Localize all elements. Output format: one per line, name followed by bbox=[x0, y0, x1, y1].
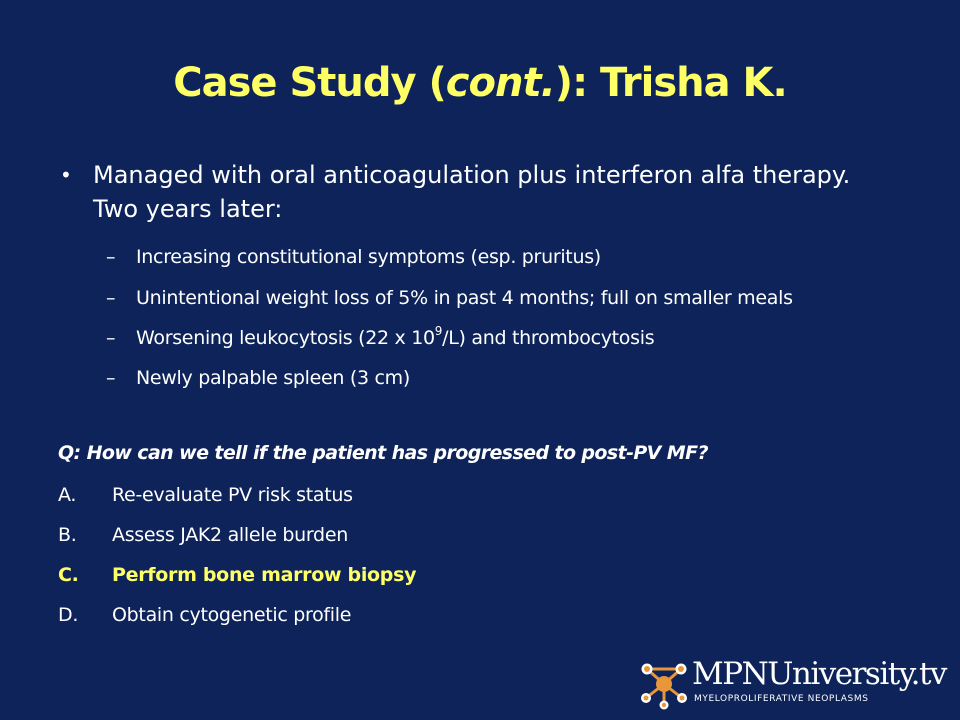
answer-text: Perform bone marrow biopsy bbox=[112, 564, 417, 586]
title-italic: cont. bbox=[445, 60, 555, 106]
title-prefix: Case Study ( bbox=[173, 60, 446, 106]
title-suffix: ): Trisha K. bbox=[554, 60, 787, 106]
sub-bullet-text-after: /L) and thrombocytosis bbox=[442, 327, 655, 349]
logo-wordmark: MPNUniversity.tv bbox=[692, 656, 946, 692]
logo-tagline: MYELOPROLIFERATIVE NEOPLASMS bbox=[694, 694, 869, 704]
question-text: Q: How can we tell if the patient has progressed to post-PV MF? bbox=[58, 442, 708, 464]
main-bullet-text: Managed with oral anticoagulation plus interferon alfa therapy. Two years later: bbox=[93, 161, 851, 223]
answer-letter: D. bbox=[58, 604, 79, 626]
sub-bullet-dash: – bbox=[106, 367, 116, 389]
mpn-university-logo bbox=[638, 656, 948, 712]
sub-bullet-text: Newly palpable spleen (3 cm) bbox=[136, 367, 410, 389]
answer-text: Assess JAK2 allele burden bbox=[112, 524, 348, 546]
answer-letter: C. bbox=[58, 564, 79, 586]
answer-letter: B. bbox=[58, 524, 77, 546]
superscript: 9 bbox=[434, 324, 443, 338]
answer-text: Re-evaluate PV risk status bbox=[112, 484, 353, 506]
slide-title bbox=[0, 60, 960, 106]
sub-bullet-dash: – bbox=[106, 287, 116, 309]
bullet-dot: • bbox=[60, 163, 72, 187]
sub-bullet-text: Increasing constitutional symptoms (esp. pruritus) bbox=[136, 246, 601, 268]
sub-bullet-text bbox=[136, 324, 655, 349]
answer-text: Obtain cytogenetic profile bbox=[112, 604, 352, 626]
sub-bullet-dash: – bbox=[106, 327, 116, 349]
sub-bullet-text: Unintentional weight loss of 5% in past 4 months; full on smaller meals bbox=[136, 287, 793, 309]
answer-letter: A. bbox=[58, 484, 77, 506]
molecule-logo-icon bbox=[638, 658, 690, 710]
sub-bullet-dash: – bbox=[106, 246, 116, 268]
sub-bullet-text-before: Worsening leukocytosis (22 x 10 bbox=[136, 327, 435, 349]
